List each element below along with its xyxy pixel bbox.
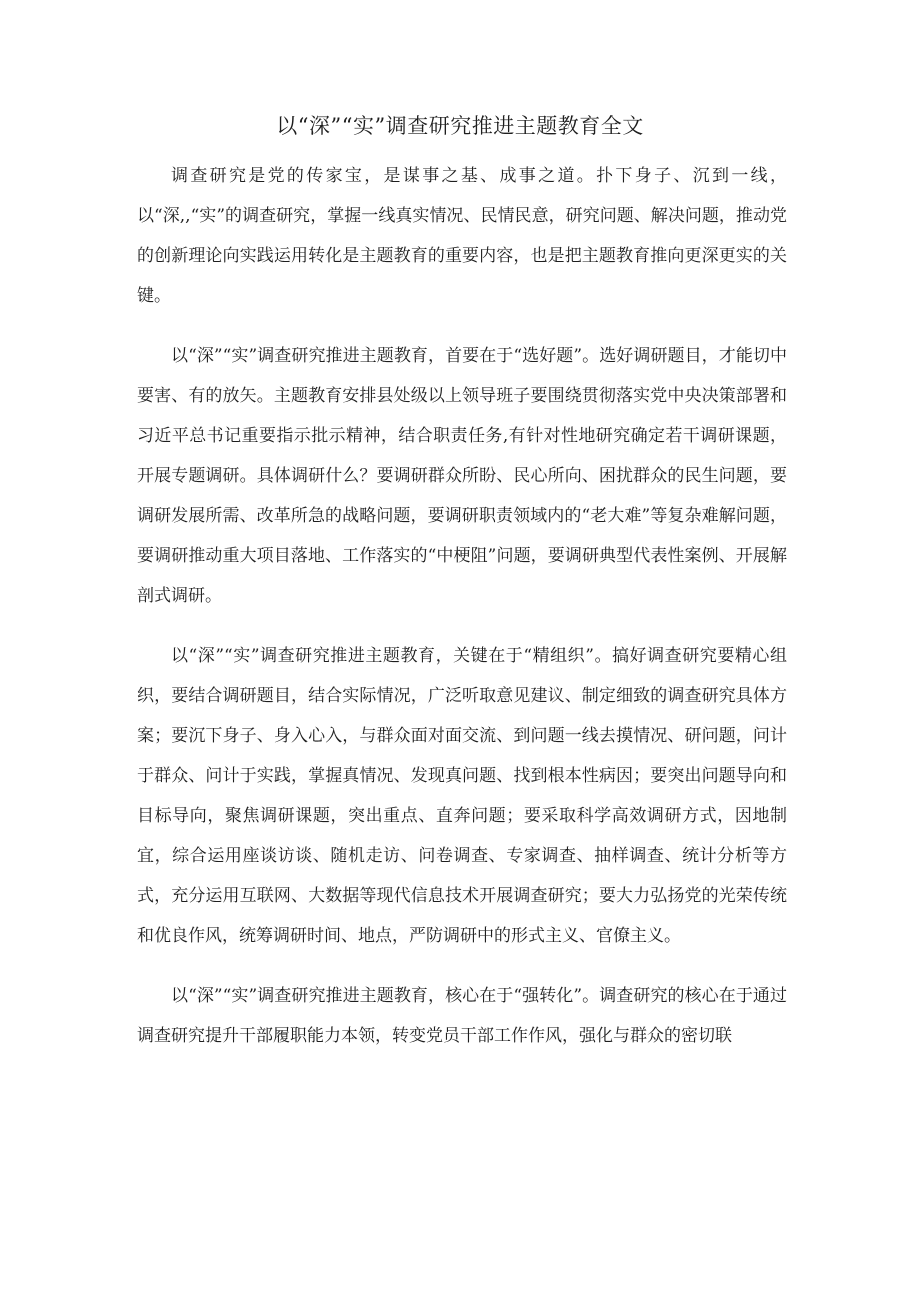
paragraph-intro: 调查研究是党的传家宝，是谋事之基、成事之道。扑下身子、沉到一线，以“深,,“实”的调查研究，掌握一线真实情况、民情民意，研究问题、解决问题，推动党的创新理论向实践运用转化是主题教育的重要内容，也是把主题教育推向更深更实的关键。 (137, 166, 787, 306)
document-title: 以“深”“实”调查研究推进主题教育全文 (276, 114, 644, 138)
paragraph-select-topic: 以“深”“实”调查研究推进主题教育，首要在于“选好题”。选好调研题目，才能切中要害、有的放矢。主题教育安排县处级以上领导班子要围绕贯彻落实党中央决策部署和习近平总书记重要指示批示精神，结合职责任务,有针对性地研究确定若干调研课题，开展专题调研。具体调研什么？要调研群众所盼、民心所向、困扰群众的民生问题，要调研发展所需、改革所急的战略问题，要调研职责领域内的“老大难”等复杂难解问题，要调研推动重大项目落地、工作落实的“中梗阻”问题，要调研典型代表性案例、开展解剖式调研。 (137, 346, 787, 606)
paragraph-transformation: 以“深”“实”调查研究推进主题教育，核心在于“强转化”。调查研究的核心在于通过调查研究提升干部履职能力本领，转变党员干部工作作风，强化与群众的密切联 (137, 986, 787, 1046)
document-body (137, 156, 787, 1076)
paragraph-organization: 以“深”“实”调查研究推进主题教育，关键在于“精组织”。搞好调查研究要精心组织，要结合调研题目，结合实际情况，广泛听取意见建议、制定细致的调查研究具体方案；要沉下身子、身入心入，与群众面对面交流、到问题一线去摸情况、研问题，问计于群众、问计于实践，掌握真情况、发现真问题、找到根本性病因；要突出问题导向和目标导向，聚焦调研课题，突出重点、直奔问题；要采取科学高效调研方式，因地制宜，综合运用座谈访谈、随机走访、问卷调查、专家调查、抽样调查、统计分析等方式，充分运用互联网、大数据等现代信息技术开展调查研究；要大力弘扬党的光荣传统和优良作风，统筹调研时间、地点，严防调研中的形式主义、官僚主义。 (137, 646, 787, 946)
